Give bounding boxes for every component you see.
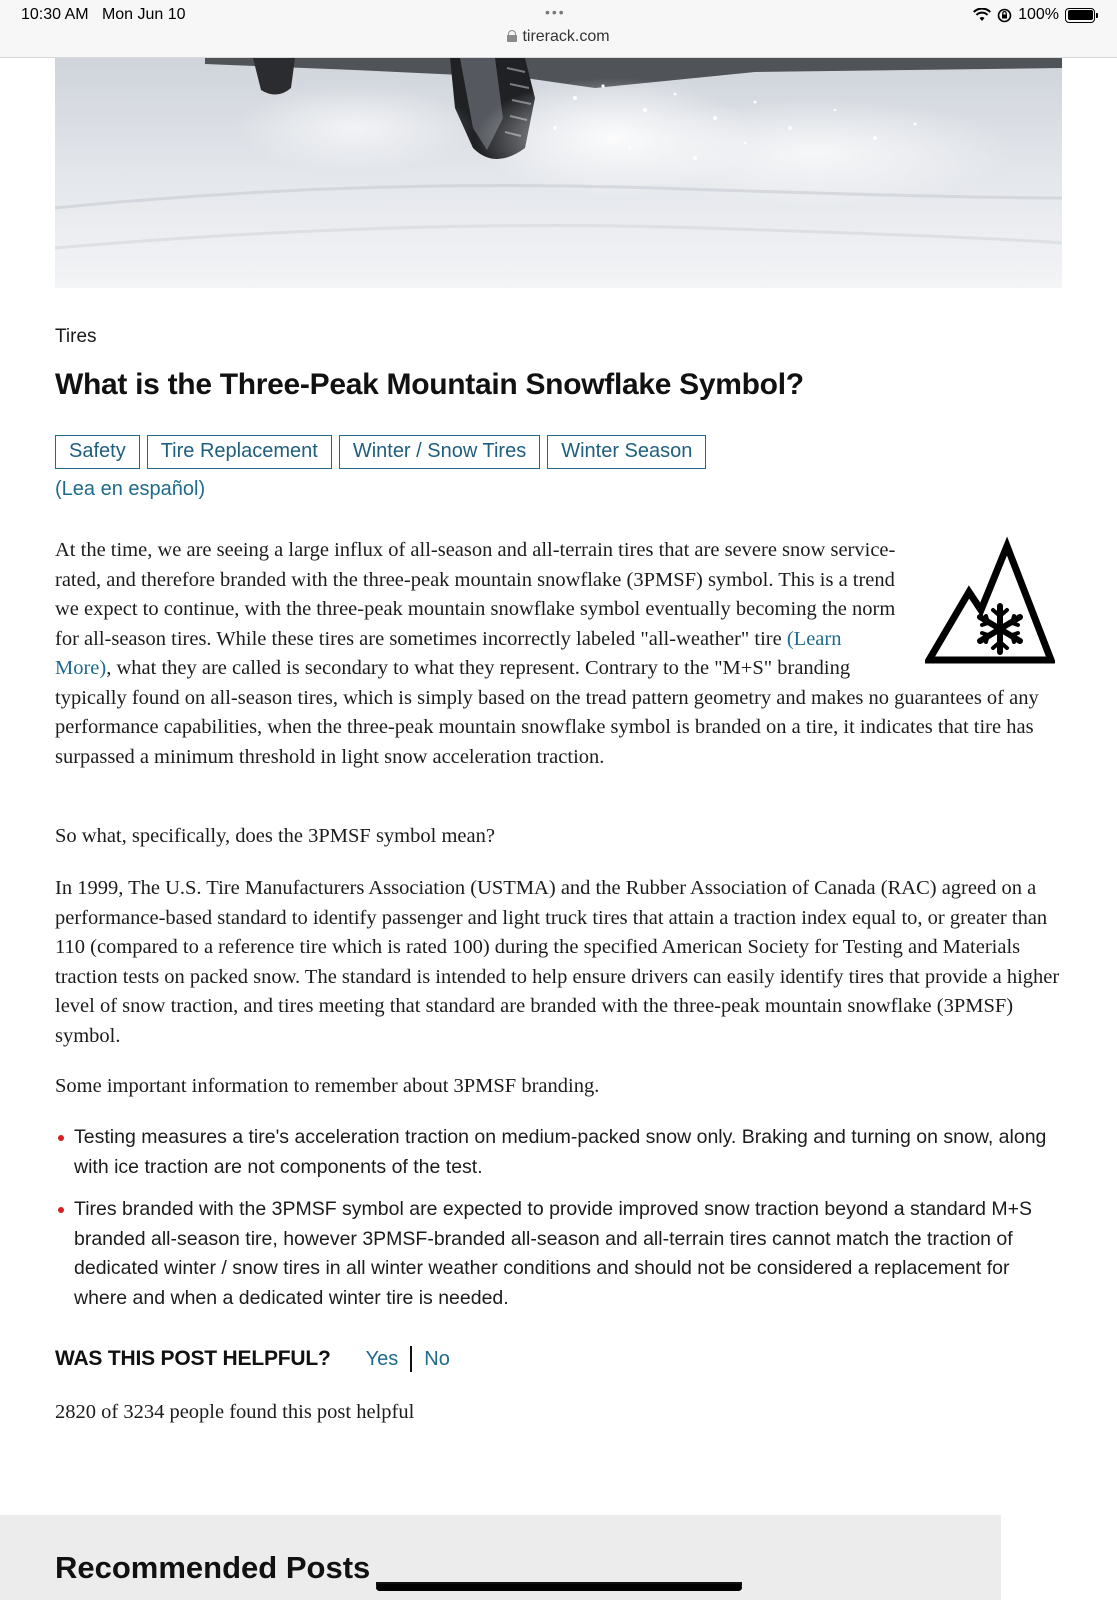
- clock-date: Mon Jun 10: [101, 6, 186, 23]
- status-time: [21, 6, 186, 24]
- wifi-icon: [973, 8, 991, 22]
- spanish-link[interactable]: (Lea en español): [55, 478, 206, 500]
- intro-text-start: At the time, we are seeing a large influx of all-season and all-terrain tires that are severe snow service-rated, and therefore branded with the three-peak mountain snowflake (3PMSF) symbol. This is a trend we expect to continue, with the three-peak mountain snowflake symbol eventually becoming the norm for all-season tires. While these tires are sometimes incorrectly labeled "all-weather" tire: [55, 539, 896, 650]
- battery-percent: 100%: [1018, 6, 1059, 23]
- info-bullet-list: [55, 1123, 1065, 1326]
- helpful-feedback: [55, 1346, 450, 1372]
- question-paragraph: So what, specifically, does the 3PMSF symbol mean?: [55, 825, 495, 847]
- lock-icon: [507, 30, 517, 42]
- orientation-lock-icon: [997, 8, 1012, 23]
- address-bar[interactable]: [0, 28, 1117, 46]
- intro-text-end: , what they are called is secondary to what they represent. Contrary to the "M+S" branding typically found on all-season tires, which is simply based on the tread pattern geometry and makes no guarantees of any performance capabilities, when the three-peak mountain snowflake symbol is branded on a tire, it indicates that tire has surpassed a minimum threshold in light snow acceleration traction.: [55, 657, 1039, 768]
- three-peak-mountain-snowflake-icon: [925, 536, 1055, 668]
- status-indicators: [973, 6, 1095, 24]
- recommended-title: Recommended Posts: [55, 1550, 371, 1585]
- tag-winter-snow-tires[interactable]: Winter / Snow Tires: [339, 435, 540, 469]
- intro-paragraph: [55, 536, 1055, 772]
- helpful-question: WAS THIS POST HELPFUL?: [55, 1347, 331, 1370]
- tag-safety[interactable]: Safety: [55, 435, 140, 469]
- multitasking-dots-icon[interactable]: •••: [545, 4, 566, 20]
- tag-winter-season[interactable]: Winter Season: [547, 435, 706, 469]
- battery-icon: [1065, 8, 1095, 23]
- hero-image: [55, 58, 1062, 288]
- article-title: What is the Three-Peak Mountain Snowflake Symbol?: [55, 368, 804, 401]
- history-paragraph: In 1999, The U.S. Tire Manufacturers Association (USTMA) and the Rubber Association of Canada (RAC) agreed on a performance-based standard to identify passenger and light truck tires that attain a traction index equal to, or greater than 110 (compared to a reference tire which is rated 100) during the specified American Society for Testing and Materials traction tests on packed snow. The standard is intended to help ensure drivers can easily identify tires that provide a higher level of snow traction, and tires meeting that standard are branded with the three-peak mountain snowflake (3PMSF) symbol.: [55, 877, 1060, 1047]
- url-text: tirerack.com: [522, 28, 610, 45]
- home-indicator[interactable]: [376, 1584, 742, 1591]
- tag-list: [55, 435, 706, 469]
- category-label[interactable]: Tires: [55, 326, 97, 347]
- info-intro-paragraph: Some important information to remember about 3PMSF branding.: [55, 1075, 600, 1097]
- clock-time: 10:30 AM: [21, 6, 89, 23]
- tag-tire-replacement[interactable]: Tire Replacement: [147, 435, 332, 469]
- helpful-no-button[interactable]: No: [424, 1347, 450, 1370]
- learn-more-link[interactable]: (Learn More): [55, 627, 842, 679]
- helpful-yes-button[interactable]: Yes: [366, 1346, 413, 1372]
- helpful-count: 2820 of 3234 people found this post helpful: [55, 1401, 415, 1423]
- status-bar: [0, 0, 1117, 58]
- list-item: Testing measures a tire's acceleration traction on medium-packed snow only. Braking and turning on snow, along with ice traction are not components of the test.: [55, 1123, 1065, 1182]
- list-item: Tires branded with the 3PMSF symbol are expected to provide improved snow traction beyond a standard M+S branded all-season tire, however 3PMSF-branded all-season and all-terrain tires cannot match the traction of dedicated winter / snow tires in all winter weather conditions and should not be considered a replacement for where and when a dedicated winter tire is needed.: [55, 1195, 1065, 1313]
